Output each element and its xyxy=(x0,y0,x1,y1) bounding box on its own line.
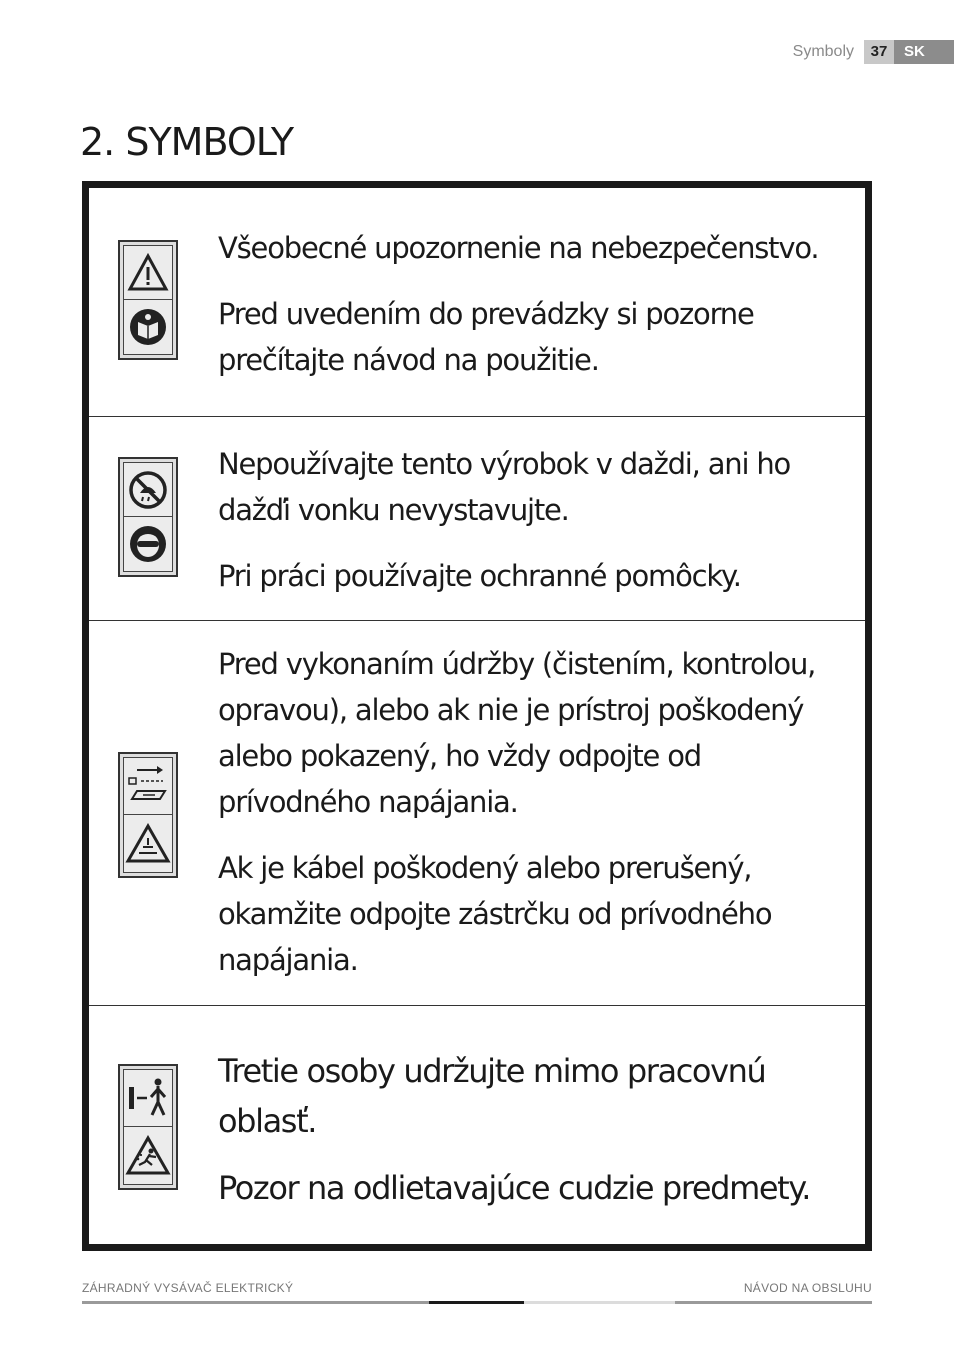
row-texts xyxy=(218,641,858,983)
footer-divider xyxy=(429,1301,524,1304)
cable-hazard-icon xyxy=(123,815,173,873)
footer-product-name: ZÁHRADNÝ VYSÁVAČ ELEKTRICKÝ xyxy=(82,1281,294,1295)
symbols-table xyxy=(82,181,872,1251)
protective-gear-icon xyxy=(123,517,173,572)
table-row xyxy=(89,621,865,1006)
symbol-icon-panel xyxy=(118,1064,178,1190)
keep-distance-icon xyxy=(123,1069,173,1127)
row-texts xyxy=(218,1046,858,1213)
row-texts xyxy=(218,225,858,383)
header-language-tab: SK xyxy=(894,40,954,64)
symbol-description: Pozor na odlietavajúce cudzie predmety. xyxy=(218,1169,811,1207)
symbol-icon-panel xyxy=(118,240,178,360)
symbol-description: Ak je kábel poškodený alebo prerušený, okamžite odpojte zástrčku od prívodného napájania. xyxy=(218,851,772,977)
footer-divider xyxy=(675,1301,872,1304)
unplug-cable-icon xyxy=(123,757,173,815)
table-row xyxy=(89,1006,865,1244)
page-header xyxy=(793,40,954,64)
warning-triangle-icon xyxy=(123,245,173,300)
symbol-description: Pri práci používajte ochranné pomôcky. xyxy=(218,559,741,593)
footer-divider xyxy=(82,1301,429,1304)
flying-objects-icon xyxy=(123,1127,173,1185)
page-title: 2. SYMBOLY xyxy=(80,120,294,164)
footer-divider xyxy=(524,1301,675,1304)
read-manual-icon xyxy=(123,300,173,355)
header-page-number: 37 xyxy=(864,40,894,64)
no-rain-icon xyxy=(123,462,173,517)
row-texts xyxy=(218,441,858,599)
symbol-description: Všeobecné upozornenie na nebezpečenstvo. xyxy=(218,231,819,265)
symbol-description: Pred uvedením do prevádzky si pozorne prečítajte návod na použitie. xyxy=(218,297,754,377)
table-row xyxy=(89,417,865,621)
footer-document-type: NÁVOD NA OBSLUHU xyxy=(743,1281,872,1295)
symbol-description: Pred vykonaním údržby (čistením, kontrolou, opravou), alebo ak nie je prístroj poškodený alebo pokazený, ho vždy odpojte od prívodného napájania. xyxy=(218,647,816,819)
symbol-description: Tretie osoby udržujte mimo pracovnú oblasť. xyxy=(218,1052,766,1140)
symbol-icon-panel xyxy=(118,752,178,878)
symbol-icon-panel xyxy=(118,457,178,577)
table-row xyxy=(89,188,865,417)
header-section-name: Symboly xyxy=(792,43,854,60)
symbol-description: Nepoužívajte tento výrobok v daždi, ani ho dažďi vonku nevystavujte. xyxy=(218,447,791,527)
